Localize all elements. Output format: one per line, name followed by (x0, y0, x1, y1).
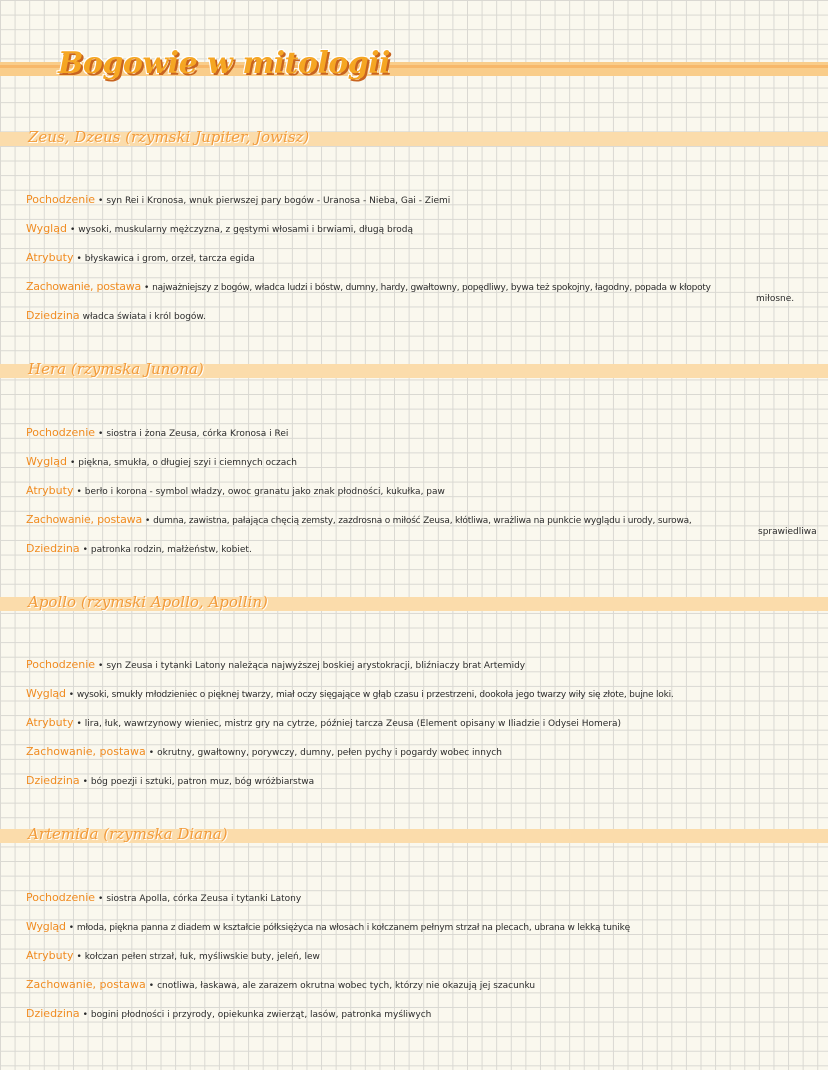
bullet-icon: • (69, 225, 76, 235)
bullet-icon: • (148, 981, 155, 991)
info-row-attributes (26, 485, 826, 498)
row-continuation: sprawiedliwa (758, 527, 817, 537)
row-text: bóg poezji i sztuki, patron muz, bóg wróżbiarstwa (90, 777, 315, 787)
bullet-icon: • (98, 429, 104, 439)
bullet-icon: • (144, 283, 150, 293)
bullet-icon: • (82, 545, 88, 555)
bullet-icon: • (69, 458, 76, 468)
info-row-appearance (26, 223, 826, 236)
bullet-icon: • (68, 690, 74, 700)
row-text: dumna, zawistna, pałająca chęcią zemsty, zazdrosna o miłość Zeusa, kłótliwa, wrażliwa na punkcie wyglądu i urody, surowa, (153, 516, 692, 526)
row-label: Dziedzina (26, 774, 80, 787)
section-heading: Artemida (rzymska Diana) (28, 825, 228, 843)
row-label: Atrybuty (26, 716, 74, 729)
info-row-domain (26, 775, 826, 788)
row-text: władca świata i król bogów. (82, 312, 206, 322)
row-label: Wygląd (26, 920, 66, 933)
row-text: berło i korona - symbol władzy, owoc granatu jako znak płodności, kukułka, paw (84, 487, 445, 497)
row-text: młoda, piękna panna z diadem w kształcie półksiężyca na włosach i kołczanem pełnym strzał na plecach, ubrana w lekką tunikę (76, 923, 630, 933)
info-row-attributes (26, 717, 826, 730)
row-label: Dziedzina (26, 1007, 80, 1020)
row-label: Zachowanie, postawa (26, 978, 146, 991)
section-heading: Zeus, Dzeus (rzymski Jupiter, Jowisz) (28, 128, 310, 146)
bullet-icon: • (76, 487, 82, 497)
info-row-behavior (26, 746, 826, 759)
info-row-origin (26, 659, 826, 672)
row-label: Zachowanie, postawa (26, 745, 146, 758)
bullet-icon: • (82, 1010, 88, 1020)
row-text: okrutny, gwałtowny, porywczy, dumny, pełen pychy i pogardy wobec innych (157, 748, 502, 758)
bullet-icon: • (82, 777, 88, 787)
row-text: piękna, smukła, o długiej szyi i ciemnych oczach (78, 458, 297, 468)
row-label: Pochodzenie (26, 658, 96, 671)
row-text: siostra i żona Zeusa, córka Kronosa i Rei (106, 429, 289, 439)
section-heading: Apollo (rzymski Apollo, Apollin) (28, 593, 268, 611)
row-text: kołczan pełen strzał, łuk, myśliwskie buty, jeleń, lew (84, 952, 320, 962)
row-continuation: miłosne. (756, 294, 795, 304)
info-row-behavior (26, 514, 826, 527)
row-text: błyskawica i grom, orzeł, tarcza egida (84, 254, 255, 264)
row-label: Wygląd (26, 687, 66, 700)
row-text: najważniejszy z bogów, władca ludzi i bóstw, dumny, hardy, gwałtowny, popędliwy, bywa też spokojny, łagodny, popada w kłopoty (152, 283, 711, 293)
row-label: Dziedzina (26, 542, 80, 555)
row-label: Pochodzenie (26, 426, 96, 439)
info-row-behavior (26, 979, 826, 992)
row-text: wysoki, smukły młodzieniec o pięknej twarzy, miał oczy sięgające w głąb czasu i przestrzeni, dookoła jego twarzy wiły się złote, bujne loki. (76, 690, 674, 700)
info-row-origin (26, 427, 826, 440)
row-text: siostra Apolla, córka Zeusa i tytanki Latony (106, 894, 302, 904)
bullet-icon: • (98, 894, 104, 904)
row-text: cnotliwa, łaskawa, ale zarazem okrutna wobec tych, którzy nie okazują jej szacunku (157, 981, 536, 991)
info-row-origin (26, 194, 826, 207)
row-text: wysoki, muskularny mężczyzna, z gęstymi włosami i brwiami, długą brodą (78, 225, 413, 235)
info-row-behavior (26, 281, 826, 294)
row-label: Zachowanie, postawa (26, 280, 142, 293)
row-text: syn Zeusa i tytanki Latony należąca najwyższej boskiej arystokracji, bliźniaczy brat Artemidy (106, 661, 526, 671)
info-row-appearance (26, 688, 826, 701)
info-row-origin (26, 892, 826, 905)
info-row-domain (26, 310, 826, 323)
row-label: Atrybuty (26, 251, 74, 264)
info-row-attributes (26, 950, 826, 963)
info-row-domain (26, 543, 826, 556)
row-label: Zachowanie, postawa (26, 513, 142, 526)
row-label: Atrybuty (26, 484, 74, 497)
bullet-icon: • (145, 516, 151, 526)
row-label: Wygląd (26, 222, 67, 235)
bullet-icon: • (98, 196, 104, 206)
info-row-domain (26, 1008, 826, 1021)
info-row-appearance (26, 456, 826, 469)
bullet-icon: • (76, 254, 82, 264)
bullet-icon: • (76, 719, 82, 729)
row-label: Dziedzina (26, 309, 80, 322)
bullet-icon: • (98, 661, 104, 671)
row-text: syn Rei i Kronosa, wnuk pierwszej pary bogów - Uranosa - Nieba, Gai - Ziemi (106, 196, 451, 206)
row-text: patronka rodzin, małżeństw, kobiet. (90, 545, 252, 555)
row-text: bogini płodności i przyrody, opiekunka zwierząt, lasów, patronka myśliwych (90, 1010, 432, 1020)
row-label: Wygląd (26, 455, 67, 468)
page-title: Bogowie w mitologii (58, 46, 391, 81)
row-label: Pochodzenie (26, 891, 96, 904)
bullet-icon: • (76, 952, 82, 962)
info-row-attributes (26, 252, 826, 265)
bullet-icon: • (68, 923, 74, 933)
row-text: lira, łuk, wawrzynowy wieniec, mistrz gry na cytrze, później tarcza Zeusa (Element opisany w Iliadzie i Odysei Homera) (84, 719, 622, 729)
row-label: Atrybuty (26, 949, 74, 962)
info-row-appearance (26, 921, 826, 934)
section-heading: Hera (rzymska Junona) (28, 360, 204, 378)
bullet-icon: • (148, 748, 155, 758)
row-label: Pochodzenie (26, 193, 96, 206)
